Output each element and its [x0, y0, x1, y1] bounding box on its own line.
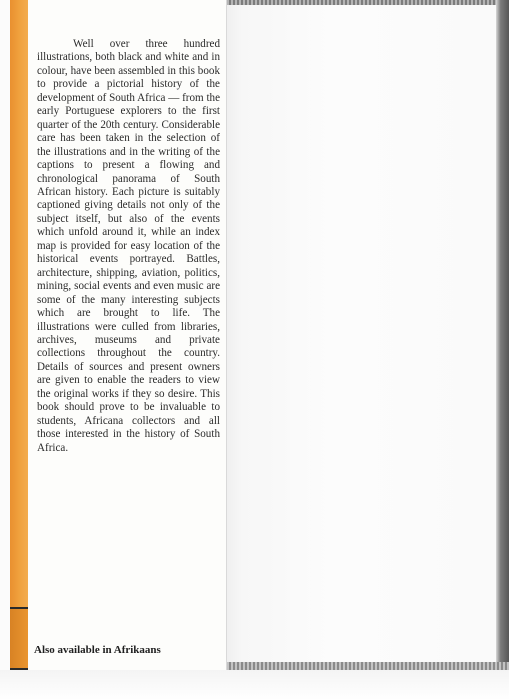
spine-divider-line	[10, 607, 28, 609]
scan-bottom-edge	[225, 662, 509, 670]
spine-bottom-line	[10, 668, 28, 670]
board-right-edge	[496, 0, 509, 668]
flap-blurb-text: Well over three hundred illustrations, both black and white and in colour, have been assembled in this book to provide a pictorial history of the development of South Africa — from the early Portuguese explorers to the first quarter of the 20th century. Considerable care has been taken in the selection of the illustrations and in the writing of the captions to present a flowing and chronological panorama of South African history. Each picture is suitably captioned giving details not only of the subject itself, but also of the events which unfold around it, while an index map is provided for easy location of the historical events portrayed. Battles, architecture, shipping, aviation, politics, mining, social events and even music are some of the many interesting subjects which are brought to life. The illustrations were culled from libraries, archives, museums and private collections throughout the country. Details of sources and present owners are given to enable the readers to view the original works if they so desire. This book should prove to be invaluable to students, Africana collectors and all those interested in the history of South Africa.	[37, 38, 221, 454]
flap-footnote: Also available in Afrikaans	[34, 644, 161, 656]
spine-color-strip	[10, 0, 28, 670]
scan-bottom-margin	[0, 670, 509, 700]
blank-board-page	[226, 5, 496, 662]
spine-color-strip-lower	[10, 608, 28, 670]
